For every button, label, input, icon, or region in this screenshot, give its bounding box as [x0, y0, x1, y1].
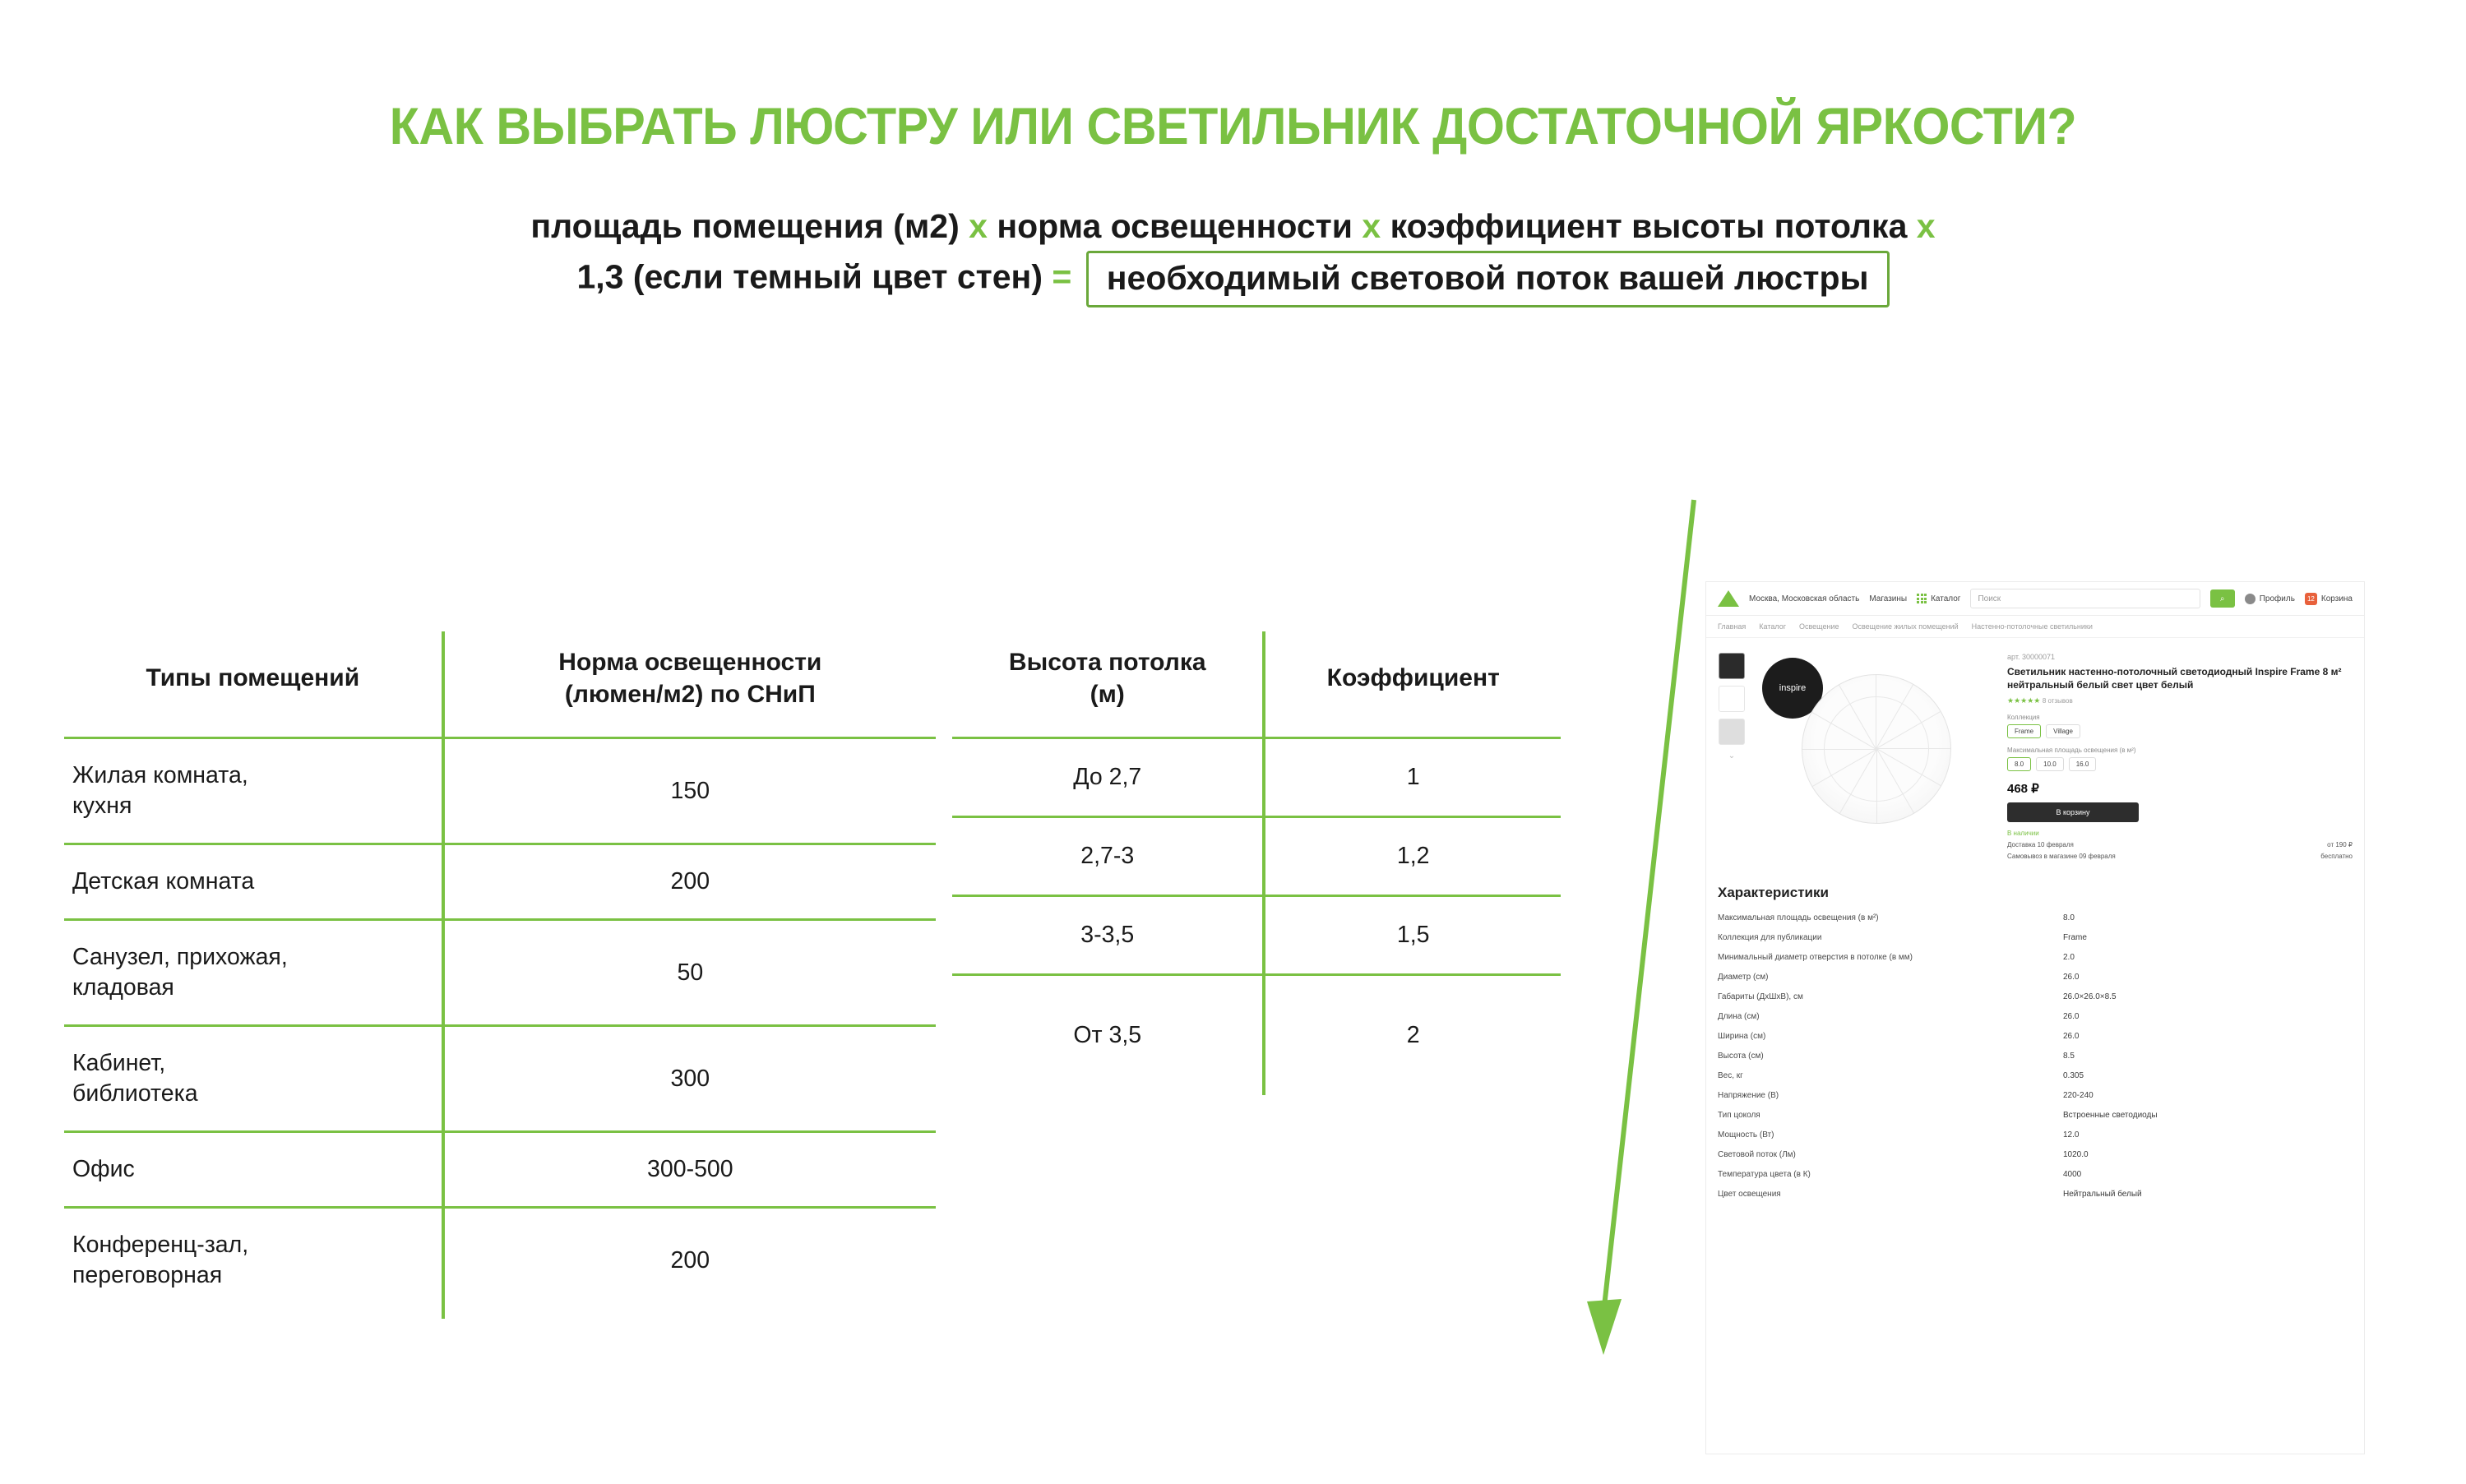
spec-value: 12.0	[2063, 1130, 2080, 1140]
table-height-coefficient	[952, 631, 1561, 1095]
area-options	[2007, 757, 2353, 771]
breadcrumb-item[interactable]: Главная	[1718, 622, 1747, 631]
spec-value: 0.305	[2063, 1070, 2084, 1080]
profile-button[interactable]	[2245, 594, 2295, 604]
collection-option[interactable]: Frame	[2007, 724, 2041, 738]
table-row	[64, 1026, 936, 1132]
product-image	[1757, 653, 1996, 860]
spec-value: 1020.0	[2063, 1149, 2089, 1159]
spec-row	[1706, 1085, 2364, 1105]
cell-coefficient: 1	[1264, 738, 1561, 817]
spec-value: Нейтральный белый	[2063, 1189, 2142, 1199]
spec-key: Тип цоколя	[1718, 1110, 1760, 1120]
pickup-price: бесплатно	[2320, 853, 2353, 861]
delivery-price: от 190 ₽	[2327, 841, 2353, 849]
cell-norm: 300-500	[443, 1132, 936, 1208]
catalog-button[interactable]	[1917, 594, 1960, 603]
cart-button[interactable]	[2305, 593, 2353, 605]
spec-row	[1706, 927, 2364, 947]
spec-value: Встроенные светодиоды	[2063, 1110, 2158, 1120]
cell-room-line1: Кабинет,	[72, 1050, 166, 1077]
formula-part-walls: 1,3 (если темный цвет стен)	[576, 257, 1043, 296]
formula-line	[0, 202, 2466, 307]
spec-value: 26.0×26.0×8.5	[2063, 992, 2117, 1001]
cell-room-line1: Санузел, прихожая,	[72, 944, 288, 971]
spec-key: Световой поток (Лм)	[1718, 1149, 1796, 1159]
spec-value: Frame	[2063, 932, 2087, 942]
spec-value: 8.5	[2063, 1051, 2075, 1061]
collection-options	[2007, 724, 2353, 738]
shops-link[interactable]: Магазины	[1869, 594, 1908, 603]
cart-label: Корзина	[2320, 594, 2353, 603]
add-to-cart-button[interactable]: В корзину	[2007, 802, 2139, 822]
table-header-row	[952, 631, 1561, 738]
col-header-height-line1: Высота потолка	[1008, 649, 1206, 676]
delivery-row	[2007, 841, 2353, 848]
col-header-room-type: Типы помещений	[146, 664, 360, 691]
breadcrumb-item[interactable]: Каталог	[1759, 622, 1786, 631]
cell-coefficient: 1,5	[1264, 896, 1561, 975]
page-title: КАК ВЫБРАТЬ ЛЮСТРУ ИЛИ СВЕТИЛЬНИК ДОСТАТОЧНОЙ ЯРКОСТИ?	[389, 98, 2077, 155]
product-info	[2007, 653, 2353, 860]
spec-key: Цвет освещения	[1718, 1189, 1781, 1199]
chevron-down-icon[interactable]: ⌄	[1728, 751, 1736, 760]
thumbnail-item[interactable]	[1719, 686, 1745, 712]
spec-key: Высота (см)	[1718, 1051, 1764, 1061]
cell-norm: 150	[443, 738, 936, 844]
spec-key: Максимальная площадь освещения (в м²)	[1718, 913, 1879, 922]
product-name: Светильник настенно-потолочный светодиодный Inspire Frame 8 м² нейтральный белый свет цвет белый	[2007, 666, 2342, 691]
spec-key: Габариты (ДхШхВ), см	[1718, 992, 1803, 1001]
stock-status: В наличии	[2007, 830, 2039, 838]
col-header-height-line2: (м)	[1090, 681, 1125, 708]
spec-row	[1706, 1184, 2364, 1204]
spec-value: 2.0	[2063, 952, 2075, 962]
breadcrumb-item[interactable]: Освещение	[1798, 622, 1839, 631]
product-sku: арт. 30000071	[2007, 653, 2055, 661]
delivery-text: Доставка 10 февраля	[2007, 841, 2074, 849]
logo-icon[interactable]	[1718, 590, 1739, 607]
spec-key: Коллекция для публикации	[1718, 932, 1822, 942]
spec-key: Напряжение (В)	[1718, 1090, 1779, 1100]
rating-row	[2007, 696, 2353, 705]
reviews-count[interactable]: 8 отзывов	[2042, 697, 2073, 705]
spec-row	[1706, 967, 2364, 987]
col-header-norm-line2: (люмен/м2) по СНиП	[564, 681, 816, 708]
star-rating-icon: ★★★★★	[2007, 696, 2041, 705]
cell-room-type	[64, 1026, 443, 1132]
col-header-norm	[443, 631, 936, 738]
avatar	[2245, 594, 2255, 604]
spec-key: Ширина (см)	[1718, 1031, 1766, 1041]
region-selector[interactable]: Москва, Московская область	[1749, 594, 1860, 603]
cell-coefficient: 2	[1264, 975, 1561, 1096]
product-price: 468 ₽	[2007, 782, 2039, 797]
thumbnail-item[interactable]	[1719, 719, 1745, 745]
cell-norm: 200	[443, 1208, 936, 1320]
table-row	[64, 738, 936, 844]
lamp-spokes	[1802, 675, 1950, 823]
formula-result-box: необходимый световой поток вашей люстры	[1086, 251, 1890, 307]
spec-row	[1706, 1026, 2364, 1046]
table-row	[64, 920, 936, 1026]
pickup-row	[2007, 853, 2353, 860]
spec-row	[1706, 947, 2364, 967]
area-label: Максимальная площадь освещения (в м²)	[2007, 747, 2136, 755]
breadcrumb-item[interactable]: Освещение жилых помещений	[1852, 622, 1959, 631]
collection-label: Коллекция	[2007, 714, 2040, 722]
spec-row-light-flux	[1706, 1144, 2364, 1164]
cart-count-badge: 12	[2305, 593, 2317, 605]
brand-badge: inspire	[1762, 658, 1823, 719]
cell-room-type: Детская комната	[64, 844, 443, 920]
formula-part-area: площадь помещения (м2)	[530, 207, 960, 245]
spec-value: 26.0	[2063, 972, 2080, 982]
formula-operator-1: х	[969, 207, 988, 245]
table-row	[64, 1208, 936, 1320]
lamp-illustration	[1802, 674, 1951, 824]
specs-table	[1706, 908, 2364, 1204]
table-row	[64, 1132, 936, 1208]
table-row	[952, 817, 1561, 896]
search-input[interactable]	[1970, 589, 2200, 608]
cell-room-line2: библиотека	[72, 1080, 198, 1107]
cell-room-type: Офис	[64, 1132, 443, 1208]
specs-title: Характеристики	[1718, 885, 1829, 901]
spec-row	[1706, 1105, 2364, 1125]
area-option[interactable]: 10.0	[2036, 757, 2064, 771]
spec-row	[1706, 1164, 2364, 1184]
spec-value: 26.0	[2063, 1011, 2080, 1021]
cell-coefficient: 1,2	[1264, 817, 1561, 896]
cell-height: До 2,7	[952, 738, 1264, 817]
cell-room-line2: кухня	[72, 793, 132, 820]
formula-operator-equals: =	[1052, 257, 1072, 296]
formula-part-norm: норма освещенности	[997, 207, 1353, 245]
table-row	[952, 975, 1561, 1096]
cell-norm: 200	[443, 844, 936, 920]
spec-row	[1706, 1125, 2364, 1144]
formula-part-coef: коэффициент высоты потолка	[1390, 207, 1908, 245]
catalog-label: Каталог	[1931, 594, 1961, 603]
search-icon[interactable]: ⌕	[2210, 589, 2235, 608]
cell-room-type	[64, 920, 443, 1026]
table-room-norms	[64, 631, 936, 1319]
table-row	[64, 844, 936, 920]
product-page-screenshot	[1706, 582, 2364, 1454]
site-header	[1706, 582, 2364, 616]
cell-room-line2: переговорная	[72, 1262, 223, 1289]
spec-row	[1706, 1006, 2364, 1026]
spec-value: 8.0	[2063, 913, 2075, 922]
spec-key: Диаметр (см)	[1718, 972, 1769, 982]
cell-room-type	[64, 1208, 443, 1320]
cell-room-line2: кладовая	[72, 974, 174, 1001]
spec-value: 26.0	[2063, 1031, 2080, 1041]
breadcrumb	[1706, 616, 2364, 638]
spec-value: 4000	[2063, 1169, 2082, 1179]
breadcrumb-item[interactable]: Настенно-потолочные светильники	[1971, 622, 2093, 631]
grid-icon	[1917, 594, 1927, 603]
spec-key: Мощность (Вт)	[1718, 1130, 1774, 1140]
spec-row	[1706, 987, 2364, 1006]
table-row	[952, 896, 1561, 975]
spec-key: Минимальный диаметр отверстия в потолке (в мм)	[1718, 952, 1913, 962]
collection-option[interactable]: Village	[2046, 724, 2080, 738]
spec-key: Длина (см)	[1718, 1011, 1760, 1021]
formula-operator-3: х	[1916, 207, 1936, 245]
cell-height: 3-3,5	[952, 896, 1264, 975]
cell-room-line1: Жилая комната,	[72, 762, 248, 788]
spec-row	[1706, 908, 2364, 927]
spec-key: Вес, кг	[1718, 1070, 1743, 1080]
table-row	[952, 738, 1561, 817]
spec-row	[1706, 1046, 2364, 1066]
spec-value: 220-240	[2063, 1090, 2094, 1100]
profile-label: Профиль	[2259, 594, 2295, 603]
col-header-norm-line1: Норма освещенности	[558, 649, 822, 676]
area-option[interactable]: 8.0	[2007, 757, 2031, 771]
cell-norm: 300	[443, 1026, 936, 1132]
cell-height: 2,7-3	[952, 817, 1264, 896]
pickup-text: Самовывоз в магазине 09 февраля	[2007, 853, 2116, 861]
formula-operator-2: х	[1362, 207, 1381, 245]
area-option[interactable]: 16.0	[2069, 757, 2097, 771]
col-header-coefficient: Коэффициент	[1264, 631, 1561, 738]
cell-norm: 50	[443, 920, 936, 1026]
spec-row	[1706, 1066, 2364, 1085]
thumbnail-item[interactable]	[1719, 653, 1745, 679]
cell-room-line1: Конференц-зал,	[72, 1232, 249, 1259]
search-placeholder: Поиск	[1978, 594, 2001, 603]
col-header-height	[952, 631, 1264, 738]
thumbnail-strip	[1718, 653, 1746, 860]
cell-room-type	[64, 738, 443, 844]
table-header-row	[64, 631, 936, 738]
cell-height: От 3,5	[952, 975, 1264, 1096]
product-section	[1706, 638, 2364, 867]
spec-key: Температура цвета (в К)	[1718, 1169, 1811, 1179]
